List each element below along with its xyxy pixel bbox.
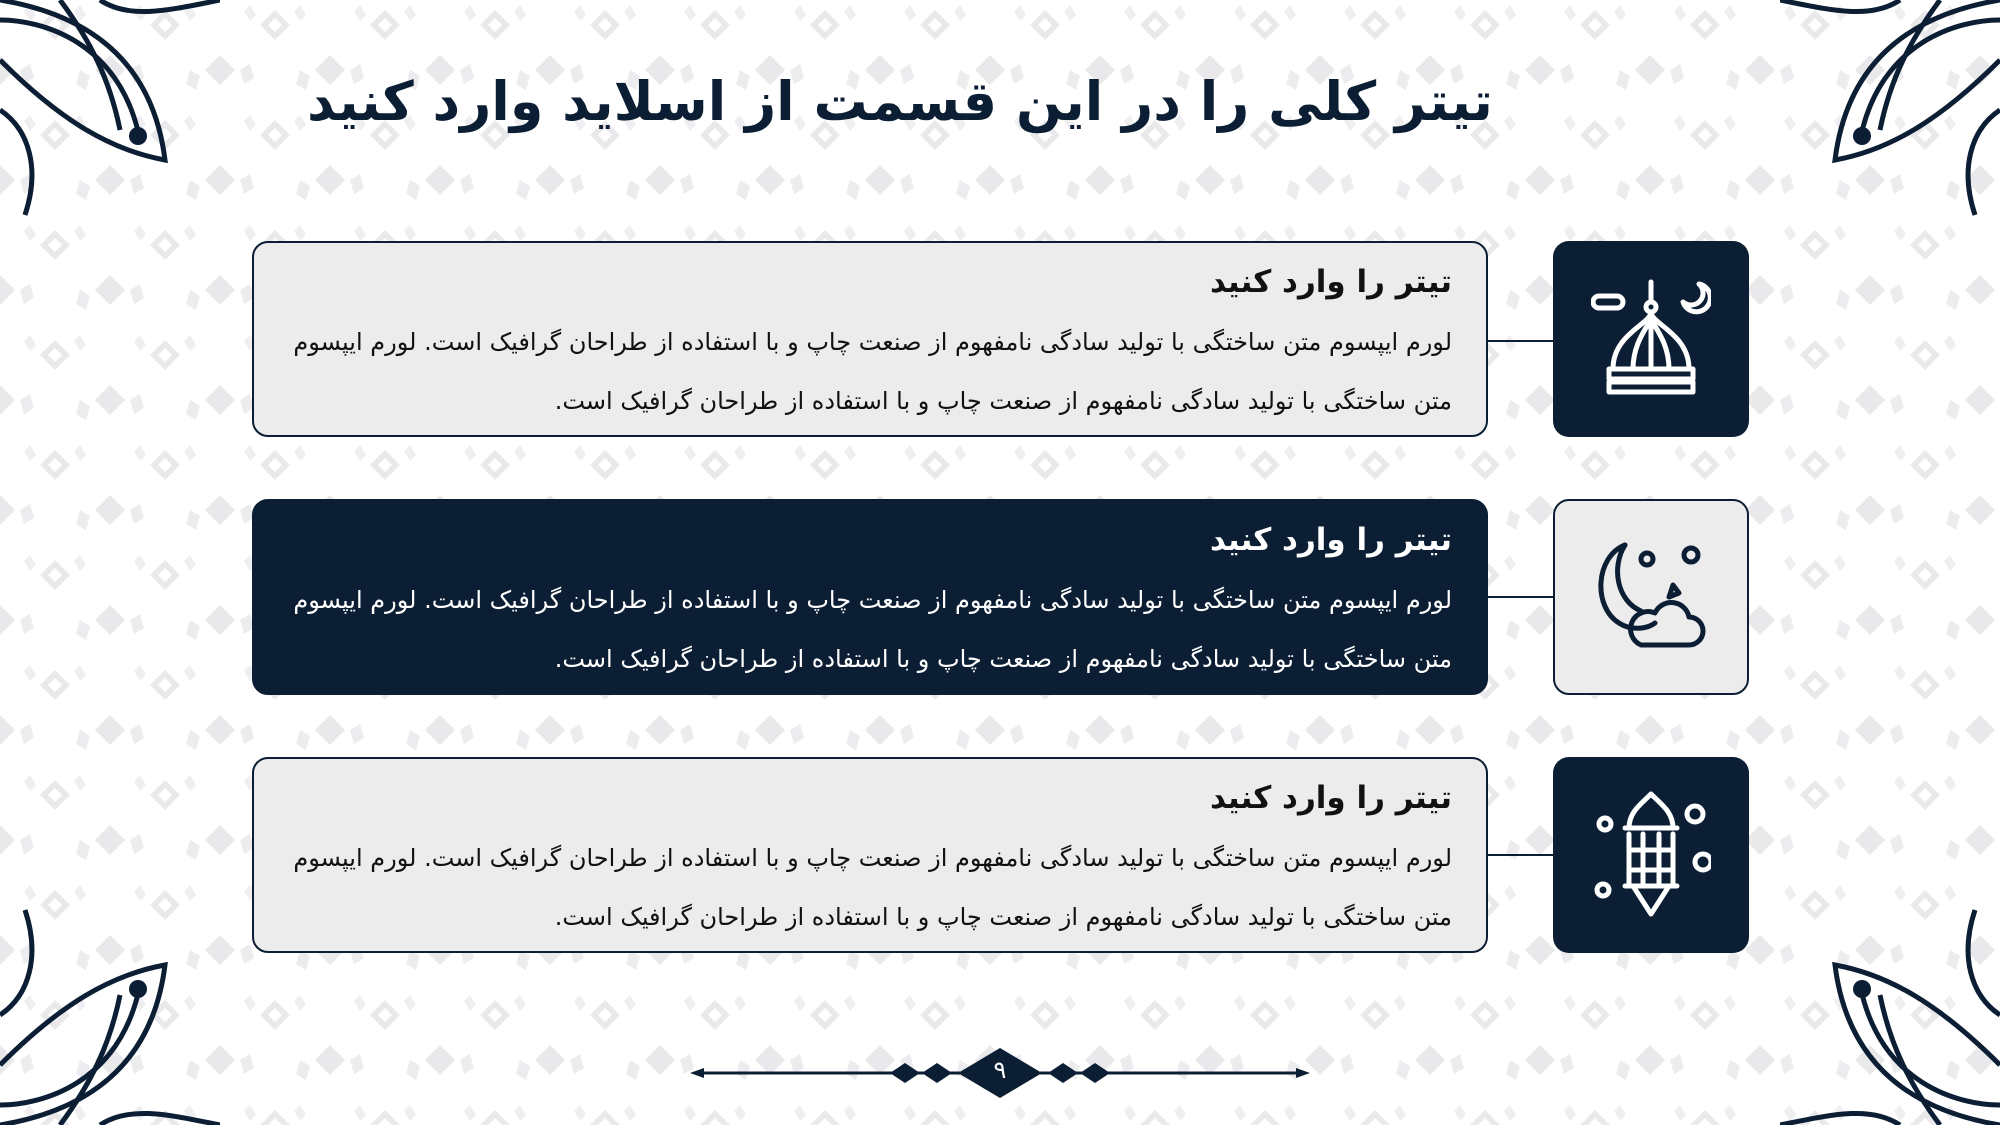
icon-box-3[interactable] bbox=[1553, 757, 1749, 953]
card-text-1-line-1: لورم ایپسوم متن ساختگی با تولید سادگی نامفهوم از صنعت چاپ و با استفاده از طراحان گرافیک است. لورم ایپسوم bbox=[293, 328, 1452, 356]
lantern-icon bbox=[1591, 790, 1711, 920]
corner-ornament-bottom-left bbox=[0, 905, 220, 1125]
card-title-3: تیتر را وارد کنید bbox=[1210, 780, 1452, 816]
page-number: ۹ bbox=[993, 1056, 1007, 1084]
card-title-2: تیتر را وارد کنید bbox=[1210, 522, 1452, 558]
content-card-3[interactable] bbox=[252, 757, 1488, 953]
connector-line-1 bbox=[1488, 340, 1554, 342]
card-title-1: تیتر را وارد کنید bbox=[1210, 264, 1452, 300]
card-text-2-line-1: لورم ایپسوم متن ساختگی با تولید سادگی نامفهوم از صنعت چاپ و با استفاده از طراحان گرافیک است. لورم ایپسوم bbox=[293, 586, 1452, 614]
icon-box-1[interactable] bbox=[1553, 241, 1749, 437]
corner-ornament-top-right bbox=[1780, 0, 2000, 220]
connector-line-3 bbox=[1488, 854, 1554, 856]
content-card-1[interactable] bbox=[252, 241, 1488, 437]
card-text-3-line-2: متن ساختگی با تولید سادگی نامفهوم از صنعت چاپ و با استفاده از طراحان گرافیک است. bbox=[554, 903, 1452, 931]
connector-line-2 bbox=[1488, 596, 1554, 598]
content-card-2[interactable] bbox=[252, 499, 1488, 695]
card-text-2-line-2: متن ساختگی با تولید سادگی نامفهوم از صنعت چاپ و با استفاده از طراحان گرافیک است. bbox=[554, 645, 1452, 673]
slide-title: تیتر کلی را در این قسمت از اسلاید وارد کنید bbox=[307, 70, 1493, 133]
icon-box-2[interactable] bbox=[1553, 499, 1749, 695]
card-text-1-line-2: متن ساختگی با تولید سادگی نامفهوم از صنعت چاپ و با استفاده از طراحان گرافیک است. bbox=[554, 387, 1452, 415]
mosque-dome-icon bbox=[1591, 274, 1711, 404]
crescent-moon-cloud-icon bbox=[1591, 537, 1711, 657]
corner-ornament-top-left bbox=[0, 0, 220, 220]
card-text-3-line-1: لورم ایپسوم متن ساختگی با تولید سادگی نامفهوم از صنعت چاپ و با استفاده از طراحان گرافیک است. لورم ایپسوم bbox=[293, 844, 1452, 872]
corner-ornament-bottom-right bbox=[1780, 905, 2000, 1125]
